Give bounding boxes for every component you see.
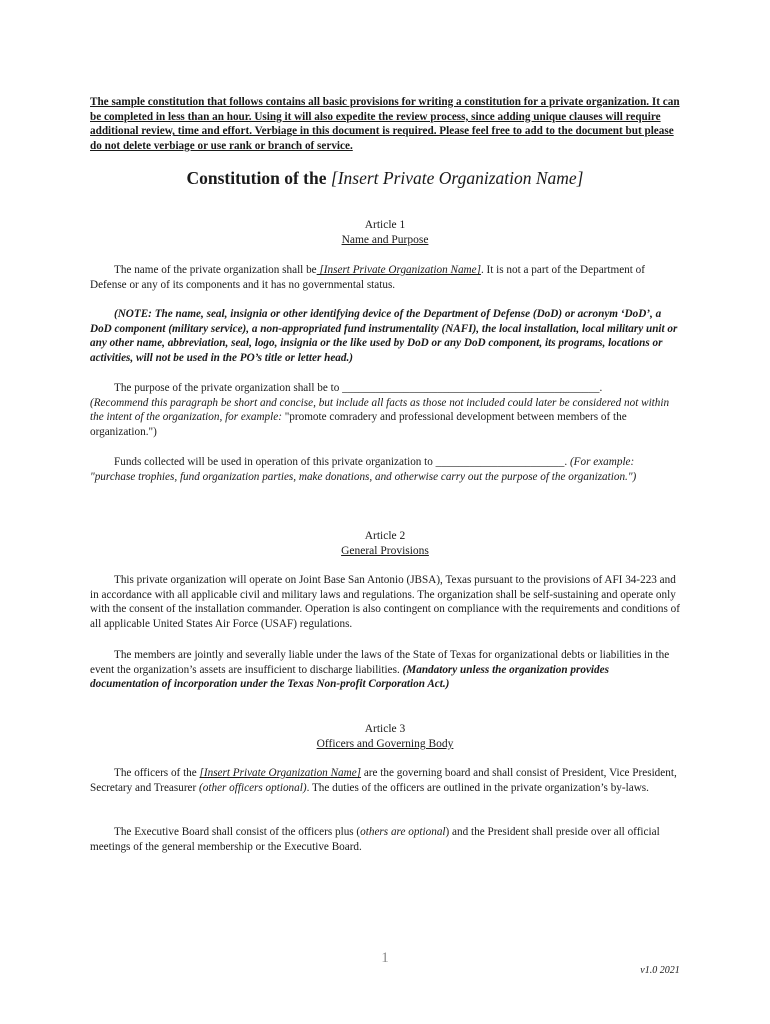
page-number: 1 (381, 950, 389, 966)
officers-optional: (other officers optional) (199, 781, 307, 794)
article-2-number: Article 2 (364, 530, 406, 542)
funds-line: Funds collected will be used in operation of this private organization to _______________________. (114, 456, 568, 468)
article-1-number: Article 1 (364, 219, 406, 231)
text-run: The name of the private organization shall be (114, 264, 317, 276)
text-run: ) and the President shall preside over all official meetings of the general membership or the Executive Board. (90, 826, 660, 853)
article-2-heading: General Provisions (341, 545, 429, 557)
article-1-funds-paragraph (90, 455, 680, 484)
article-2-operation-paragraph (90, 573, 680, 631)
text-run: . It is not a part of the Department of Defense or any of its components and it has no governmental status. (90, 264, 645, 291)
article-1-heading: Name and Purpose (341, 234, 429, 246)
article-1-name-paragraph (90, 263, 680, 292)
funds-example: (For example: "purchase trophies, fund organization parties, make donations, and otherwise carry out the purpose of the organization.") (90, 456, 637, 483)
instruction-notice: The sample constitution that follows contains all basic provisions for writing a constitution for a private organization. It can be completed in less than an hour. Using it will also expedite the review process, since adding unique clauses will require additional review, time and effort. Verbiage in this document is required. Please feel free to add to the document but please do not delete verbiage or use rank or branch of service. (90, 96, 680, 152)
liability-text: The members are jointly and severally liable under the laws of the State of Texas for organizational debts or liabilities in the event the organization’s assets are insufficient to discharge liabilities. (90, 649, 670, 676)
mandatory-note: (Mandatory unless the organization provides documentation of incorporation under the Texas Non-profit Corporation Act (90, 663, 609, 691)
title-prefix: Constitution of the (186, 168, 331, 188)
others-optional: others are optional (360, 826, 446, 838)
article-3-number: Article 3 (364, 723, 406, 735)
article-3-header (0, 722, 770, 752)
article-2-header (0, 529, 770, 559)
purpose-example: "promote comradery and professional development between members of the organization.") (90, 411, 627, 438)
purpose-line: The purpose of the private organization shall be to ______________________________________________. (114, 382, 603, 394)
org-name-placeholder: [Insert Private Organization Name] (316, 264, 481, 276)
purpose-recommendation: (Recommend this paragraph be short and concise, but include all facts as those not included could later be considered not within the intent of the organization, for example: (90, 396, 670, 424)
document-title (0, 166, 770, 190)
text-run: The Executive Board shall consist of the officers plus ( (114, 826, 361, 838)
text-run: The officers of the (114, 767, 200, 779)
article-3-heading: Officers and Governing Body (316, 738, 454, 750)
text-run: . The duties of the officers are outlined in the private organization’s by-laws. (306, 781, 649, 794)
article-2-liability-paragraph (90, 648, 680, 692)
article-1-note (90, 307, 680, 365)
org-name-placeholder: [Insert Private Organization Name] (199, 767, 362, 779)
article-1-header (0, 218, 770, 248)
text-run: .) (442, 678, 450, 691)
version-label: v1.0 2021 (640, 965, 680, 976)
text-run: are the governing board and shall consist of President, Vice President, Secretary and Treasurer (90, 767, 677, 794)
note-text: (NOTE: The name, seal, insignia or other identifying device of the Department of Defense (DoD) or acronym ‘DoD’, a DoD component (military service), a non-appropriated fund instrumentality (NAFI), the local installation, local military unit or any other name, abbreviation, seal, logo, insignia or the like used by DoD or any DoD component, its programs, locations or activities, will not be used in the PO’s title or letter head.) (90, 308, 678, 364)
article-3-officers-paragraph (90, 766, 680, 795)
title-placeholder: [Insert Private Organization Name] (330, 168, 584, 188)
article-1-purpose-paragraph (90, 381, 680, 439)
operation-text: This private organization will operate on Joint Base San Antonio (JBSA), Texas pursuant to the provisions of AFI 34-223 and in accordance with all applicable civil and military laws and regulations. The organization shall be self-sustaining and operate only with the consent of the installation commander. Operation is also contingent on compliance with the requirements and conditions of all applicable United States Air Force (USAF) regulations. (90, 574, 680, 630)
article-3-board-paragraph (90, 825, 680, 854)
